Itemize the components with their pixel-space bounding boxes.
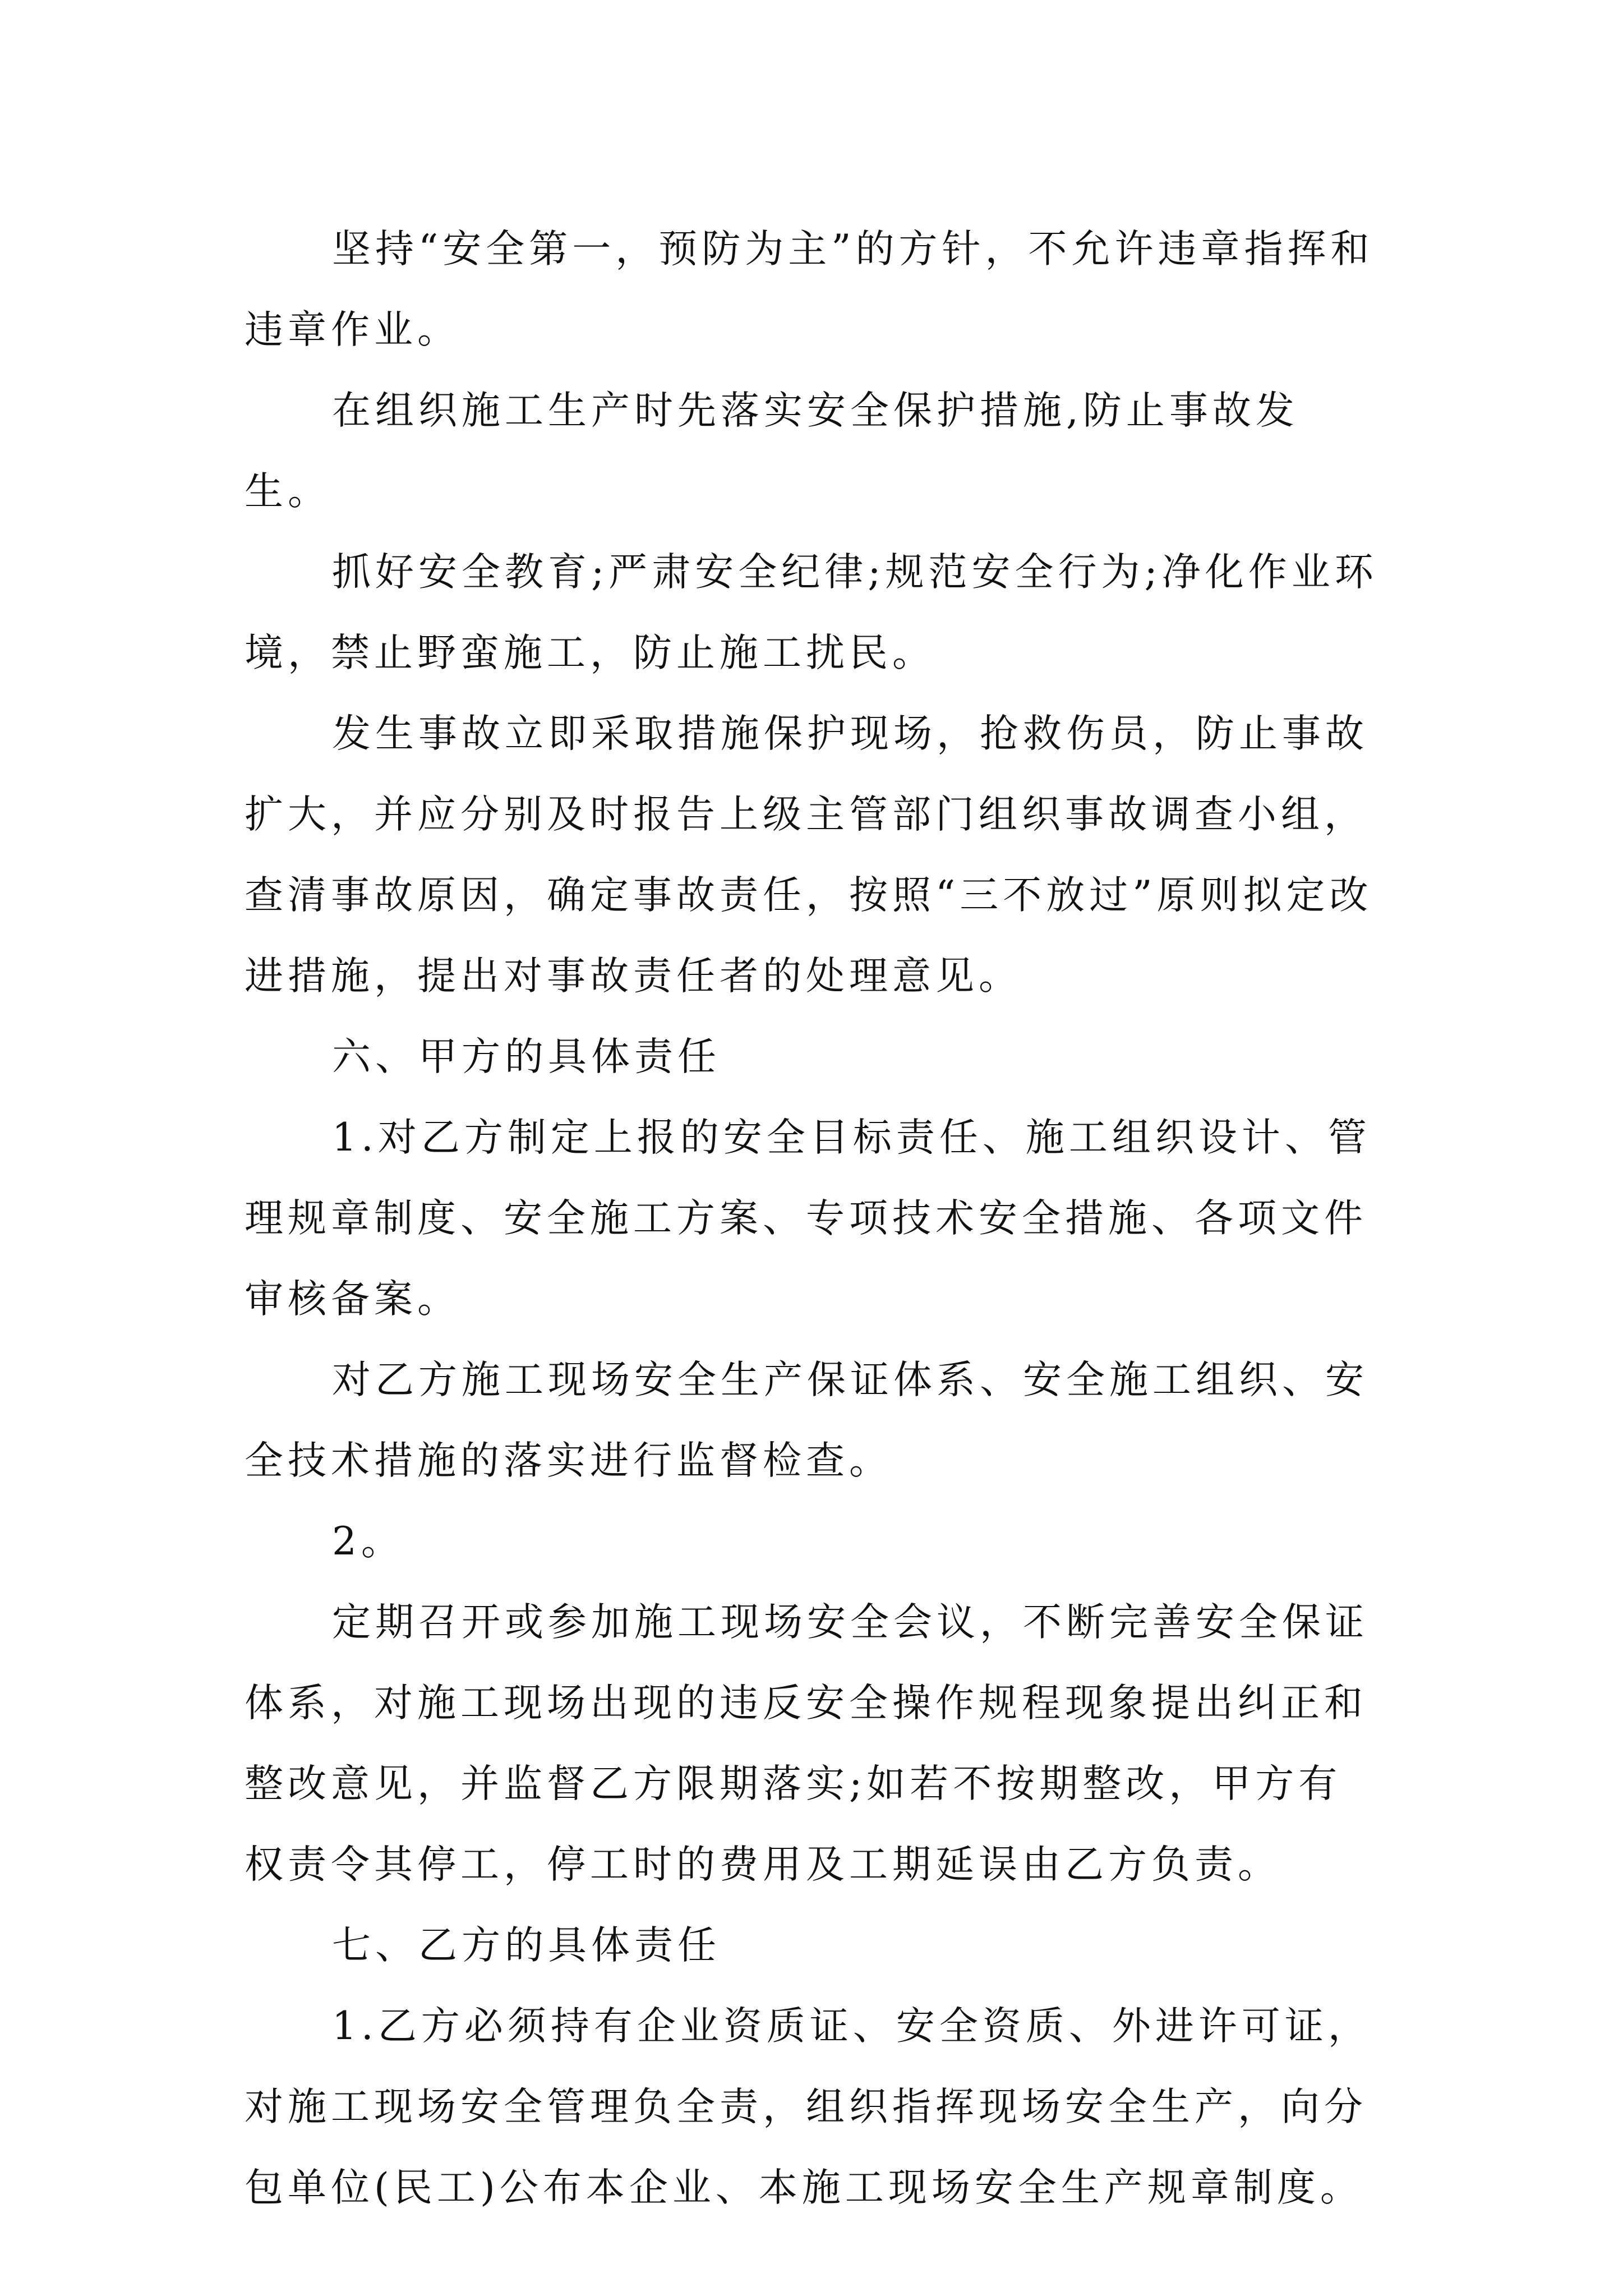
paragraph-party-a-item-2-number: 2。 — [332, 1519, 404, 1564]
paragraph-accident-handling: 发生事故立即采取措施保护现场，抢救伤员，防止事故扩大，并应分别及时报告上级主管部门组织事故调查小组，查清事故原因，确定事故责任，按照“三不放过”原则拟定改进措施，提出对事故责任者的处理意见。 — [245, 711, 1373, 999]
paragraph-safety-policy: 坚持“安全第一，预防为主”的方针，不允许违章指挥和违章作业。 — [245, 227, 1374, 352]
paragraph-party-b-item-1: 1.乙方必须持有企业资质证、安全资质、外进许可证，对施工现场安全管理负全责，组织指挥现场安全生产，向分包单位(民工)公布本企业、本施工现场安全生产规章制度。 — [245, 2004, 1371, 2210]
paragraph-party-a-meetings: 定期召开或参加施工现场安全会议，不断完善安全保证体系，对施工现场出现的违反安全操作规程现象提出纠正和整改意见，并监督乙方限期落实;如若不按期整改，甲方有权责令其停工，停工时的费用及工期延误由乙方负责。 — [245, 1600, 1368, 1887]
paragraph-party-a-supervision: 对乙方施工现场安全生产保证体系、安全施工组织、安全技术措施的落实进行监督检查。 — [245, 1358, 1368, 1483]
section-heading-party-a: 六、甲方的具体责任 — [332, 1034, 721, 1079]
paragraph-party-a-item-1: 1.对乙方制定上报的安全目标责任、施工组织设计、管理规章制度、安全施工方案、专项技术安全措施、各项文件审核备案。 — [245, 1115, 1371, 1322]
paragraph-protection-measures: 在组织施工生产时先落实安全保护措施,防止事故发生。 — [245, 388, 1299, 514]
paragraph-safety-education: 抓好安全教育;严肃安全纪律;规范安全行为;净化作业环境，禁止野蛮施工，防止施工扰民。 — [245, 550, 1378, 675]
document-body — [245, 209, 1383, 2228]
section-heading-party-b: 七、乙方的具体责任 — [332, 1923, 721, 1968]
